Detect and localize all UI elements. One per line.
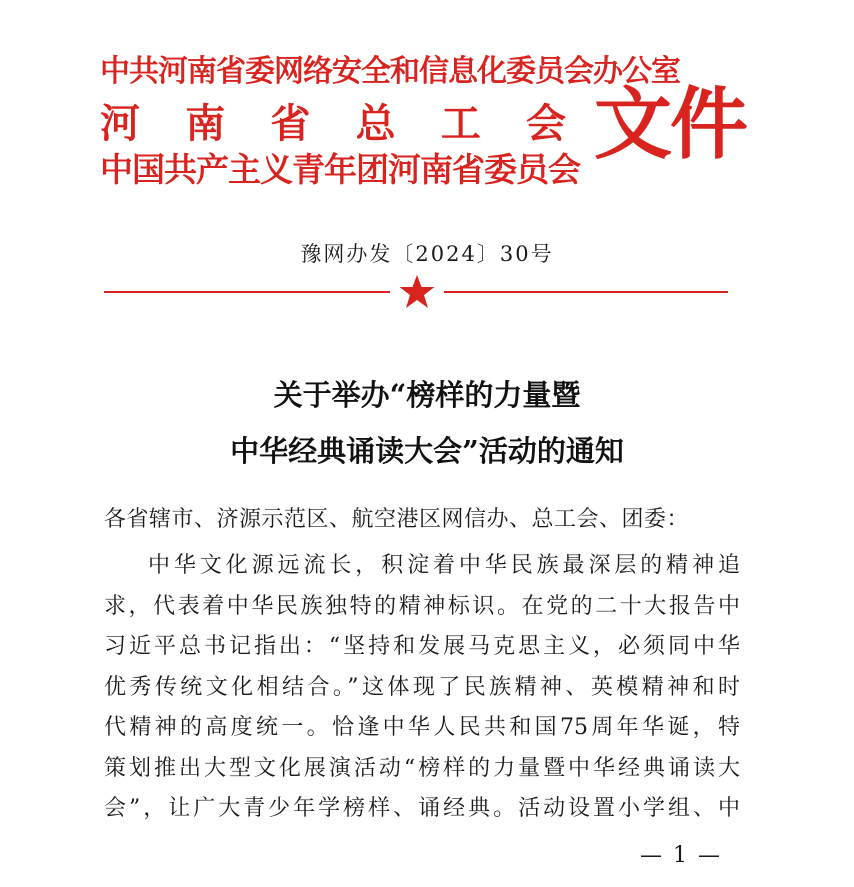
salutation: 各省辖市、济源示范区、航空港区网信办、总工会、团委：	[104, 507, 690, 532]
issuer-char: 会	[525, 100, 566, 147]
issuer-cyberspace-office: 中共河南省委网络安全和信息化委员会办公室	[100, 54, 680, 89]
issuer-youth-league: 中国共产主义青年团河南省委员会	[100, 150, 580, 189]
issuer-char: 省	[270, 100, 311, 147]
body-line: 策划推出大型文化展演活动“榜样的力量暨中华经典诵读大	[104, 755, 740, 781]
issuer-char: 河	[100, 100, 140, 147]
body-paragraph	[104, 546, 740, 830]
body-line: 会”，让广大青少年学榜样、诵经典。活动设置小学组、中	[104, 796, 740, 821]
issuer-federation-of-trade-unions	[100, 92, 566, 149]
body-line: 中华文化源远流长，积淀着中华民族最深层的精神追	[148, 553, 740, 578]
masthead	[100, 38, 747, 189]
notice-title-line-2: 中华经典诵读大会”活动的通知	[230, 434, 624, 468]
issuer-char: 总	[355, 100, 396, 147]
red-rule-right	[444, 291, 728, 293]
issuer-char: 工	[440, 100, 481, 147]
document-number: 豫网办发〔2024〕30号	[300, 242, 554, 266]
body-line: 习近平总书记指出：“坚持和发展马克思主义，必须同中华	[104, 634, 740, 659]
red-rule-left	[104, 291, 390, 293]
body-line: 求，代表着中华民族独特的精神标识。在党的二十大报告中	[104, 593, 740, 619]
issuer-char: 南	[185, 100, 226, 147]
notice-title-line-1: 关于举办“榜样的力量暨	[273, 378, 581, 412]
star-icon	[398, 274, 436, 310]
document-label: 文件	[594, 79, 747, 170]
page-number: — 1 —	[640, 843, 722, 868]
body-line: 优秀传统文化相结合。”这体现了民族精神、英模精神和时	[104, 674, 740, 700]
body-line: 代精神的高度统一。恰逢中华人民共和国75周年华诞，特	[104, 715, 740, 740]
